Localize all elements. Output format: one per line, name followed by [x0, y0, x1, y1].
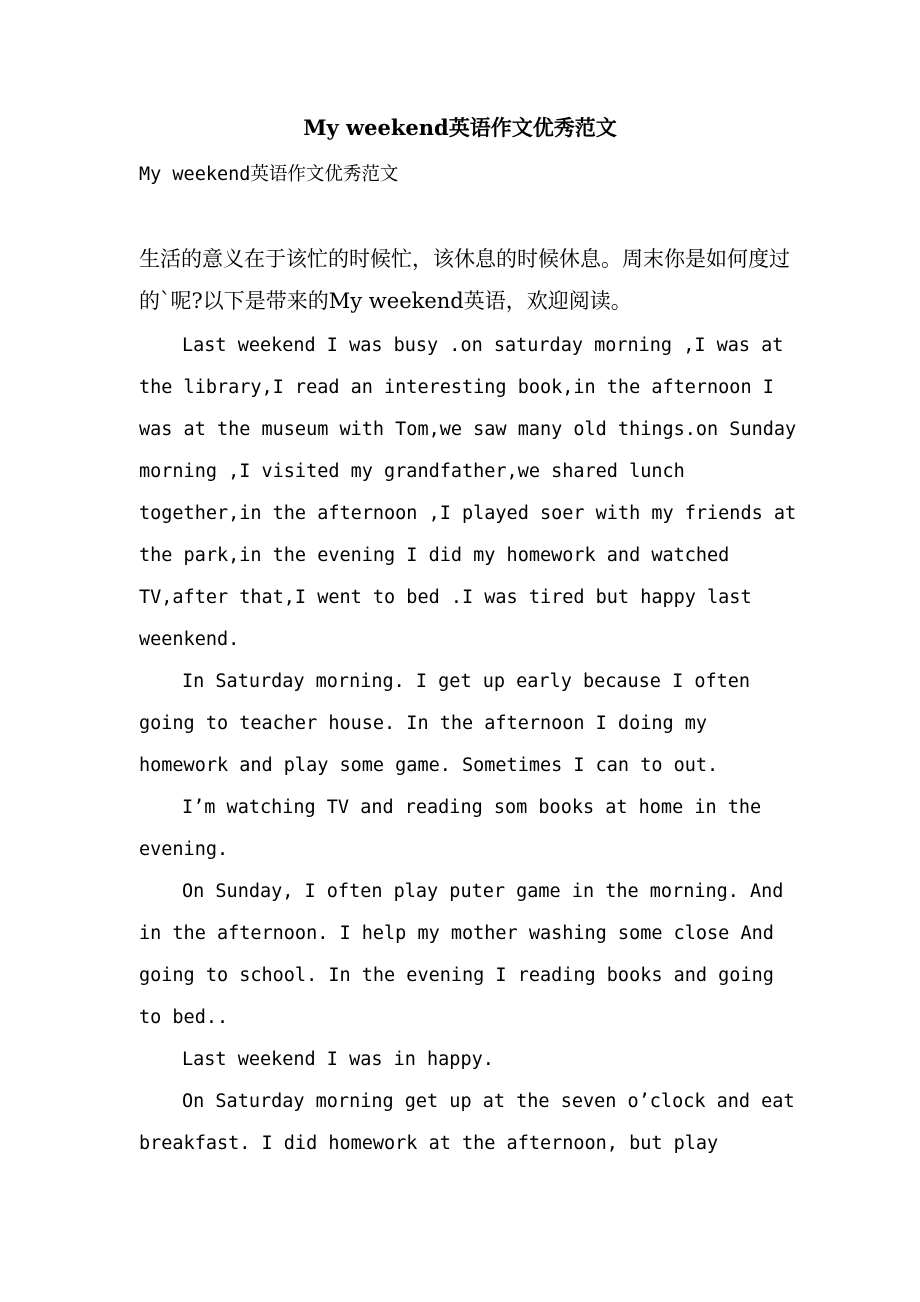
essay-body [139, 325, 799, 1165]
essay-paragraph: I’m watching TV and reading som books at home in the evening. [139, 797, 762, 860]
document-subtitle: My weekend英语作文优秀范文 [139, 164, 399, 185]
essay-paragraph: On Saturday morning get up at the seven o’clock and eat breakfast. I did homework at the afternoon, but play [139, 1091, 795, 1154]
essay-paragraph: In Saturday morning. I get up early because I often going to teacher house. In the afternoon I doing my homework and play some game. Sometimes I can to out. [139, 671, 751, 776]
essay-paragraph: Last weekend I was busy .on saturday morning ,I was at the library,I read an interesting book,in the afternoon I was at the museum with Tom,we saw many old things.on Sunday morning ,I visited my grandfather,we shared lunch together,in the afternoon ,I played soer with my friends at the park,in the evening I did my homework and watched TV,after that,I went to bed .I was tired but happy last weenkend. [139, 335, 797, 650]
intro-paragraph: 生活的意义在于该忙的时候忙，该休息的时候休息。周末你是如何度过的`呢?以下是带来的My weekend英语，欢迎阅读。 [139, 247, 790, 313]
essay-paragraph: Last weekend I was in happy. [182, 1049, 494, 1070]
document-title: My weekend英语作文优秀范文 [303, 115, 617, 140]
essay-paragraph: On Sunday, I often play puter game in the morning. And in the afternoon. I help my mother washing some close And going to school. In the evening I reading books and going to bed.. [139, 881, 784, 1028]
